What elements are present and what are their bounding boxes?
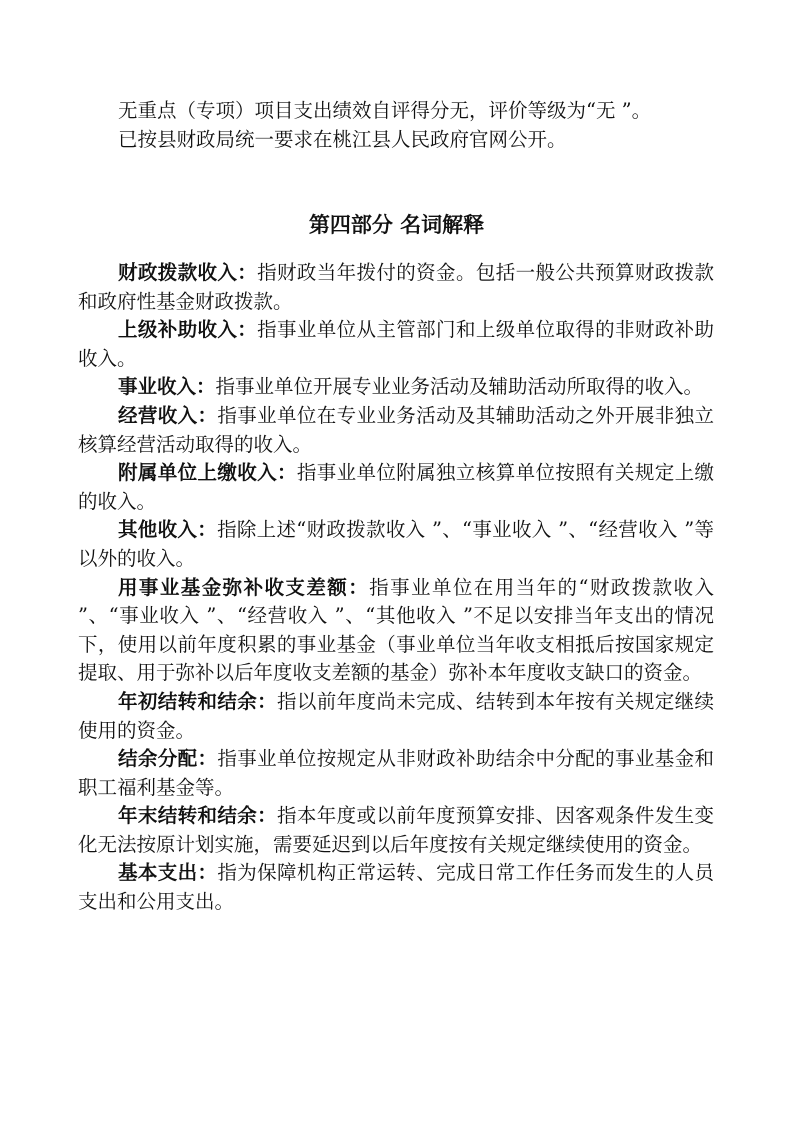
- definition-entry: [78, 802, 714, 859]
- definition-entry: [78, 259, 714, 316]
- definition-term: 经营收入：: [118, 403, 218, 427]
- definition-entry: [78, 745, 714, 802]
- definition-term: 年初结转和结余：: [118, 689, 278, 713]
- definition-text: 指以前年度尚未完成、结转到本年按有关规定继续使用的资金。: [78, 689, 714, 742]
- definition-text: 指为保障机构正常运转、完成日常工作任务而发生的人员支出和公用支出。: [78, 861, 714, 914]
- definition-term: 附属单位上缴收入：: [118, 461, 297, 485]
- definition-term: 基本支出：: [118, 861, 218, 885]
- definition-term: 其他收入：: [118, 518, 218, 542]
- definition-entry: [78, 402, 714, 459]
- definition-text: 指事业单位附属独立核算单位按照有关规定上缴的收入。: [78, 461, 714, 513]
- definition-text: 指事业单位从主管部门和上级单位取得的非财政补助收入。: [78, 318, 714, 370]
- definition-text: 指事业单位开展专业业务活动及辅助活动所取得的收入。: [215, 375, 704, 399]
- definition-entry: [78, 688, 714, 745]
- definition-term: 事业收入：: [118, 375, 216, 399]
- intro-block: [118, 96, 738, 154]
- definition-text: 指事业单位按规定从非财政补助结余中分配的事业基金和职工福利基金等。: [78, 747, 714, 799]
- definition-entry: [78, 459, 714, 516]
- definition-term: 年末结转和结余：: [118, 804, 278, 828]
- definition-entry: [78, 316, 714, 373]
- definition-term: 上级补助收入：: [118, 318, 258, 342]
- intro-line: 无重点（专项）项目支出绩效自评得分无，评价等级为“无 ”。: [118, 99, 652, 122]
- definition-text: 指事业单位在专业业务活动及其辅助活动之外开展非独立核算经营活动取得的收入。: [78, 403, 714, 456]
- definition-text: 指本年度或以前年度预算安排、因客观条件发生变化无法按原计划实施，需要延迟到以后年度按有关规定继续使用的资金。: [78, 804, 714, 856]
- definition-entry: [78, 574, 714, 688]
- definition-term: 财政拨款收入：: [118, 261, 258, 284]
- definition-text: 指事业单位在用当年的“财政拨款收入 ”、“事业收入 ”、“经营收入 ”、“其他收入 ”不足以安排当年支出的情况下，使用以前年度积累的事业基金（事业单位当年收支相抵后按国家规定提取、用于弥补以后年度收支差额的基金）弥补本年度收支缺口的资金。: [78, 575, 714, 685]
- section-title: 第四部分 名词解释: [308, 213, 485, 237]
- definition-term: 用事业基金弥补收支差额：: [118, 575, 370, 599]
- definition-text: 指除上述“财政拨款收入 ”、“事业收入 ”、“经营收入 ”等以外的收入。: [78, 518, 714, 570]
- intro-line: 已按县财政局统一要求在桃江县人民政府官网公开。: [118, 128, 567, 151]
- definitions-list: [78, 259, 714, 917]
- definition-entry: [78, 516, 714, 573]
- definition-entry: [78, 373, 714, 402]
- definition-term: 结余分配：: [118, 747, 218, 771]
- definition-entry: [78, 859, 714, 916]
- definition-text: 指财政当年拨付的资金。包括一般公共预算财政拨款和政府性基金财政拨款。: [78, 261, 714, 313]
